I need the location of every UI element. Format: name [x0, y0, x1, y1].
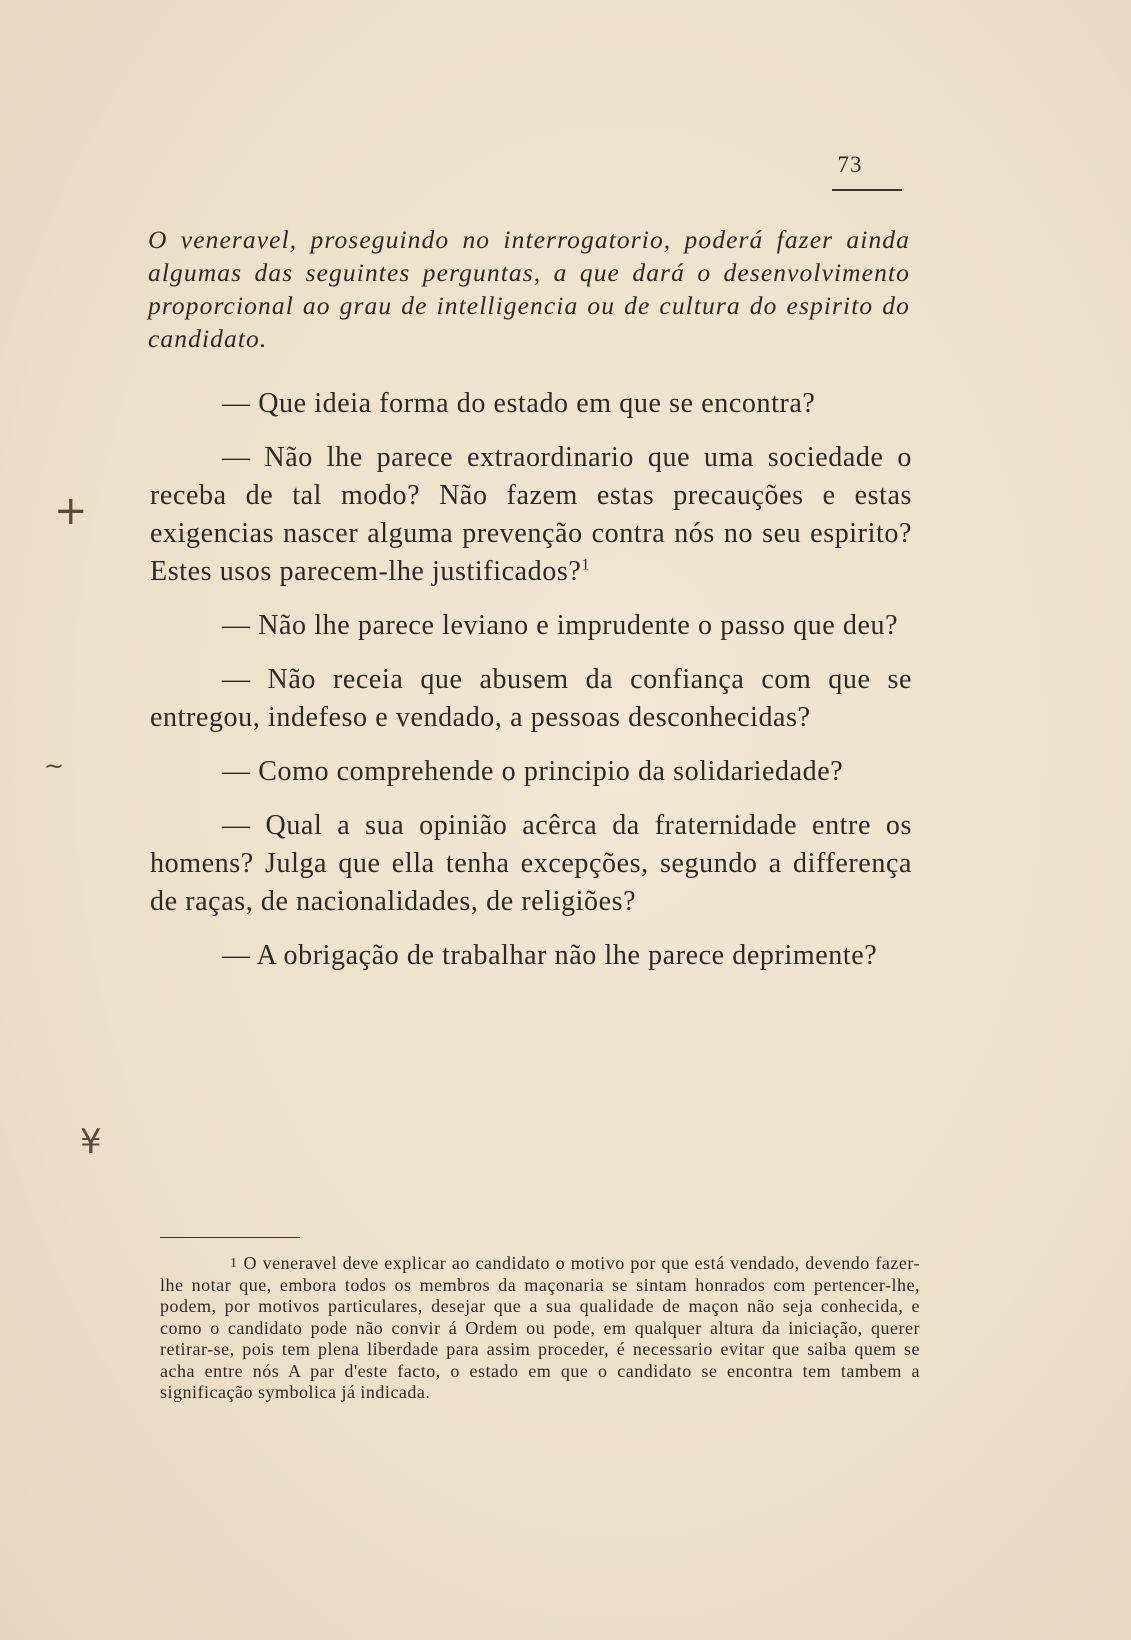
intro-paragraph: O veneravel, proseguindo no interrogatorio, poderá fazer ainda algumas das seguintes perguntas, a que dará o desenvolvimento proporcional ao grau de intelligencia ou de cultura do espirito do candidato. [148, 225, 910, 353]
question-paragraph [150, 661, 912, 737]
footnote-text: O veneravel deve explicar ao candidato o motivo por que está vendado, devendo fazer-lhe notar que, embora todos os membros da maçonaria se sintam honrados com pertencer-lhe, podem, por motivos particulares, desejar que a sua qualidade de maçon não seja conhecida, e como o candidato pode não convir á Ordem ou pode, em qualquer altura da iniciação, querer retirar-se, pois tem plena liberdade para assim proceder, é necessario evitar que saiba quem se acha entre nós A par d'este facto, o estado em que o candidato se encontra tem tambem a significação symbolica já indicada. [160, 1253, 920, 1402]
question-paragraph [150, 807, 912, 921]
footnote-separator [160, 1237, 300, 1238]
question-paragraph [150, 439, 912, 591]
question-text: — Qual a sua opinião acêrca da fraternidade entre os homens? Julga que ella tenha excepções, segundo a differença de raças, de nacionalidades, de religiões? [150, 810, 912, 917]
footnote [160, 1253, 920, 1404]
page-number-rule [832, 189, 902, 191]
footnote-reference: 1 [581, 556, 590, 574]
question-text: — Não receia que abusem da confiança com que se entregou, indefeso e vendado, a pessoas desconhecidas? [150, 664, 912, 733]
question-text: — Não lhe parece extraordinario que uma sociedade o receba de tal modo? Não fazem estas precauções e estas exigencias nascer alguma prevenção contra nós no seu espirito? Estes usos parecem-lhe justificados? [150, 442, 912, 587]
question-paragraph [150, 753, 912, 791]
margin-pencil-mark: ¥ [80, 1122, 102, 1162]
footnote-marker: 1 [230, 1256, 238, 1271]
margin-pencil-mark: + [54, 488, 88, 534]
question-paragraph [150, 385, 912, 423]
question-text: — Como comprehende o principio da solidariedade? [222, 756, 844, 787]
question-paragraph [150, 607, 912, 645]
question-list [150, 385, 912, 991]
question-text: — Não lhe parece leviano e imprudente o passo que deu? [222, 610, 899, 641]
question-paragraph [150, 937, 912, 975]
question-text: — Que ideia forma do estado em que se encontra? [222, 388, 816, 419]
question-text: — A obrigação de trabalhar não lhe parece deprimente? [222, 940, 878, 971]
page-number: 73 [837, 152, 863, 177]
margin-pencil-mark: ~ [44, 752, 65, 780]
